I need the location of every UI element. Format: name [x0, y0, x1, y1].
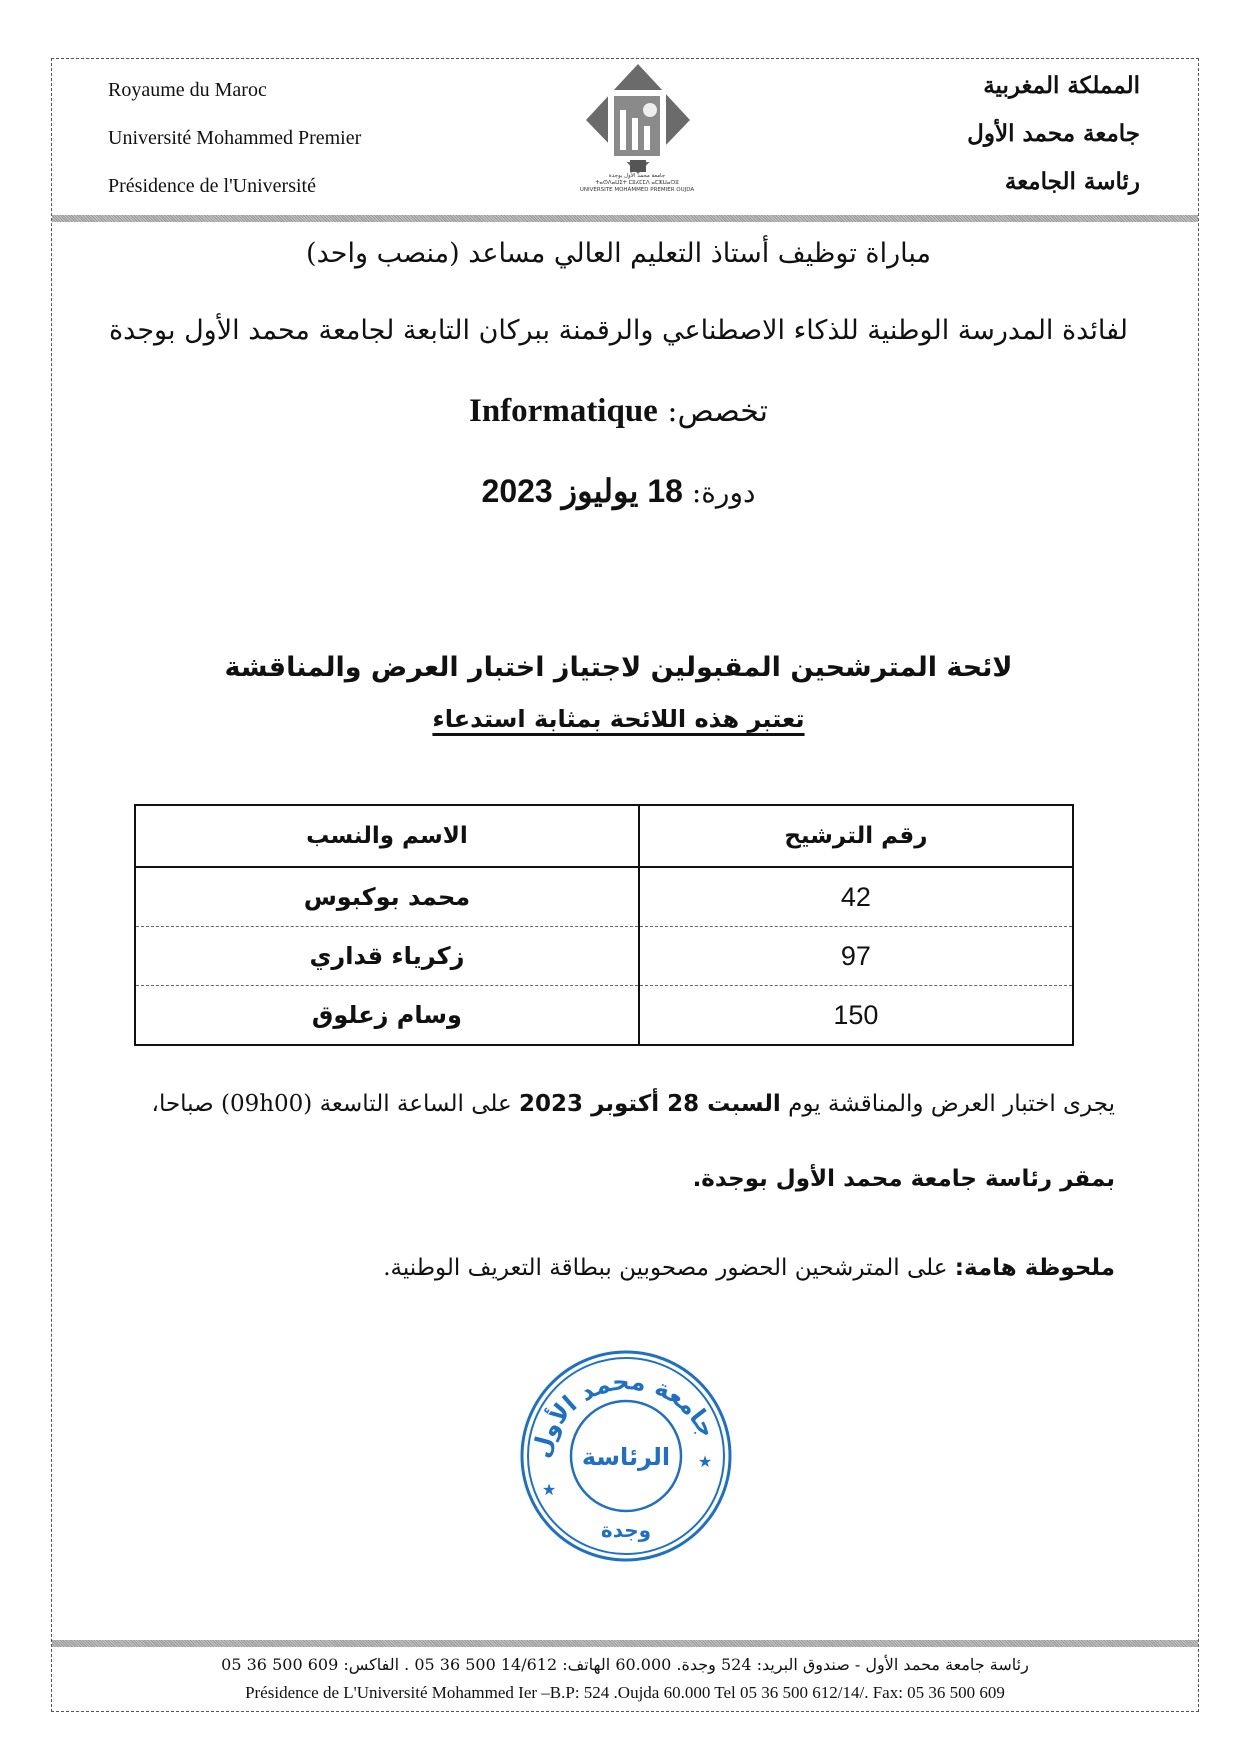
candidate-name: وسام زعلوق [311, 1001, 462, 1029]
logo-base [630, 160, 646, 172]
exam-time: على الساعة التاسعة (09h00) صباحا، [151, 1091, 512, 1117]
header-candidate-number: رقم الترشيح [639, 805, 1073, 867]
header-country-ar: المملكة المغربية [983, 72, 1140, 99]
header-full-name: الاسم والنسب [135, 805, 639, 867]
note-label: ملحوظة هامة: [954, 1255, 1115, 1281]
header-presidency-ar: رئاسة الجامعة [1004, 168, 1140, 195]
logo-pillar [632, 118, 638, 150]
header-divider [52, 215, 1198, 222]
table-row [135, 867, 1073, 927]
exam-location: بمقر رئاسة جامعة محمد الأول بوجدة. [692, 1166, 1115, 1192]
competition-title: مباراة توظيف أستاذ التعليم العالي مساعد (منصب واحد) [306, 238, 931, 269]
footer-divider [52, 1640, 1198, 1647]
specialty-line [0, 393, 1237, 430]
list-heading: لائحة المترشحين المقبولين لاجتياز اختبار العرض والمناقشة [224, 652, 1013, 683]
logo-caption-ar: جامعة محمد الأول بوجدة [608, 173, 666, 179]
note-text: على المترشحين الحضور مصحوبين ببطاقة التعريف الوطنية. [383, 1255, 948, 1281]
logo-sun [643, 103, 657, 117]
header-presidency-fr: Présidence de l'Université [108, 175, 316, 197]
specialty-label: تخصص: [667, 394, 768, 429]
stamp-outer-text: جامعة محمد الأول [526, 1367, 722, 1461]
list-subheading [0, 705, 1237, 733]
table-row [135, 927, 1073, 986]
header-university-fr: Université Mohammed Premier [108, 127, 362, 149]
stamp-bottom-text: وجدة [600, 1518, 652, 1542]
candidate-number: 42 [639, 867, 1073, 927]
official-stamp [515, 1345, 737, 1567]
footer-french: Présidence de L'Université Mohammed Ier –B.P: 524 .Oujda 60.000 Tel 05 36 500 612/14/. Fax: 05 36 500 609 [245, 1683, 1005, 1702]
competition-beneficiary: لفائدة المدرسة الوطنية للذكاء الاصطناعي والرقمنة ببركان التابعة لجامعة محمد الأول بوجدة [109, 315, 1128, 346]
exam-schedule-intro: يجرى اختبار العرض والمناقشة يوم [788, 1091, 1115, 1117]
header-university-ar: جامعة محمد الأول [967, 120, 1140, 147]
important-note [383, 1255, 1115, 1281]
table-row [135, 986, 1073, 1046]
footer-arabic: رئاسة جامعة محمد الأول - صندوق البريد: 524 وجدة. 60.000 الهاتف: 14/612 500 36 05 . الفاكس: 609 500 36 05 [221, 1655, 1029, 1674]
header-french [108, 66, 361, 210]
candidate-number: 97 [639, 927, 1073, 986]
logo-caption [572, 173, 702, 194]
specialty-value: Informatique [469, 393, 658, 429]
star-icon: ★ [697, 1452, 713, 1471]
logo-caption-tz: ⵜⴰⵙⴷⴰⵡⵉⵜ ⵎⵓⵃⵎⵎⴷ ⴰⵎⵣⵡⴰⵔⵓ [595, 180, 679, 186]
logo-pillar [644, 126, 650, 150]
candidate-name: زكرياء قداري [135, 927, 639, 986]
exam-schedule [152, 1091, 1115, 1117]
session-label: دورة: [691, 476, 756, 509]
table-header-row [135, 805, 1073, 867]
header-country-fr: Royaume du Maroc [108, 79, 267, 101]
candidate-number: 150 [639, 986, 1073, 1046]
candidates-table [134, 804, 1074, 1046]
stamp-inner-text: الرئاسة [581, 1443, 671, 1471]
logo-caption-fr: UNIVERSITE MOHAMMED PREMIER OUJDA [579, 187, 695, 193]
session-value: 18 يوليوز 2023 [481, 473, 683, 509]
convocation-note: تعتبر هذه اللائحة بمثابة استدعاء [432, 705, 805, 733]
exam-date: السبت 28 أكتوبر 2023 [519, 1091, 781, 1117]
session-line [0, 472, 1237, 510]
header-arabic [967, 62, 1140, 206]
candidate-name: محمد بوكبوس [135, 867, 639, 927]
logo-pillar [620, 110, 626, 150]
star-icon: ★ [541, 1480, 557, 1499]
